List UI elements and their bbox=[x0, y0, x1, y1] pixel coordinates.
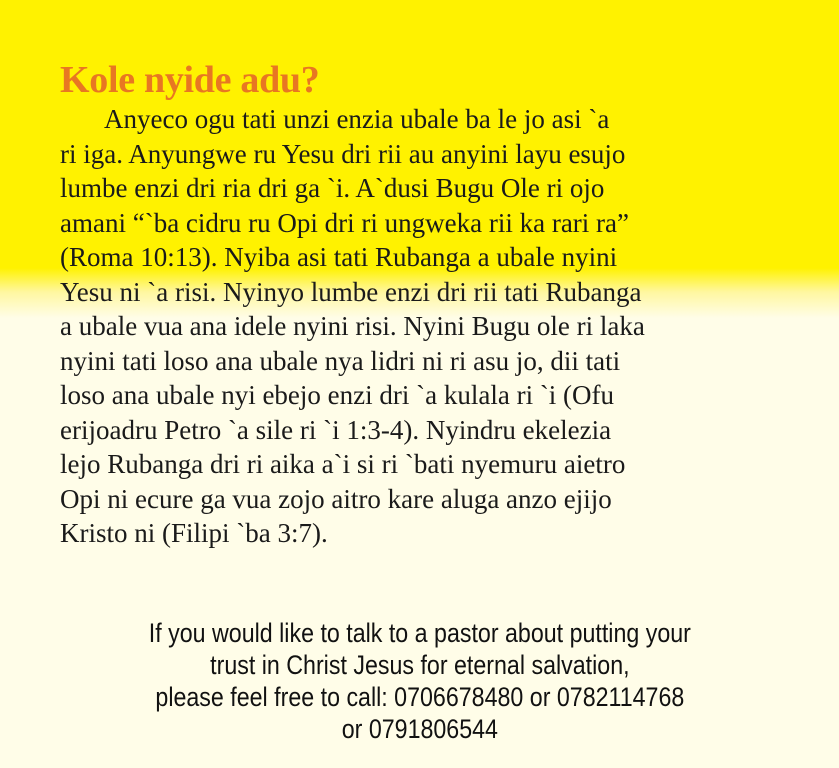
section-heading: Kole nyide adu? bbox=[60, 59, 320, 101]
body-line: nyini tati loso ana ubale nya lidri ni ri asu jo, dii tati bbox=[60, 345, 621, 376]
body-line: lumbe enzi dri ria dri ga `i. A`dusi Bugu Ole ri ojo bbox=[60, 173, 605, 203]
contact-line: If you would like to talk to a pastor about putting your bbox=[148, 618, 691, 648]
body-paragraph bbox=[60, 102, 800, 551]
body-line: Opi ni ecure ga vua zojo aitro kare aluga anzo ejijo bbox=[60, 483, 612, 514]
body-line: amani “`ba cidru ru Opi dri ri ungweka rii ka rari ra” bbox=[60, 207, 630, 238]
contact-info bbox=[59, 617, 781, 745]
body-line: (Roma 10:13). Nyiba asi tati Rubanga a ubale nyini bbox=[60, 242, 618, 272]
body-line: erijoadru Petro `a sile ri `i 1:3-4). Nyindru ekelezia bbox=[60, 414, 612, 445]
body-line: a ubale vua ana idele nyini risi. Nyini Bugu ole ri laka bbox=[60, 311, 645, 341]
contact-line: trust in Christ Jesus for eternal salvation, bbox=[210, 650, 630, 680]
body-line: Kristo ni (Filipi `ba 3:7). bbox=[60, 518, 328, 548]
body-line: ri iga. Anyungwe ru Yesu dri rii au anyini layu esujo bbox=[60, 138, 626, 169]
body-line: Anyeco ogu tati unzi enzia ubale ba le jo asi `a bbox=[104, 104, 610, 134]
body-line: lejo Rubanga dri ri aika a`i si ri `bati nyemuru aietro bbox=[60, 449, 626, 479]
contact-phone-line: or 0791806544 bbox=[341, 714, 498, 744]
body-line: loso ana ubale nyi ebejo enzi dri `a kulala ri `i (Ofu bbox=[60, 380, 615, 410]
contact-phone-line: please feel free to call: 0706678480 or 0782114768 bbox=[155, 682, 685, 712]
body-line: Yesu ni `a risi. Nyinyo lumbe enzi dri rii tati Rubanga bbox=[60, 276, 642, 307]
